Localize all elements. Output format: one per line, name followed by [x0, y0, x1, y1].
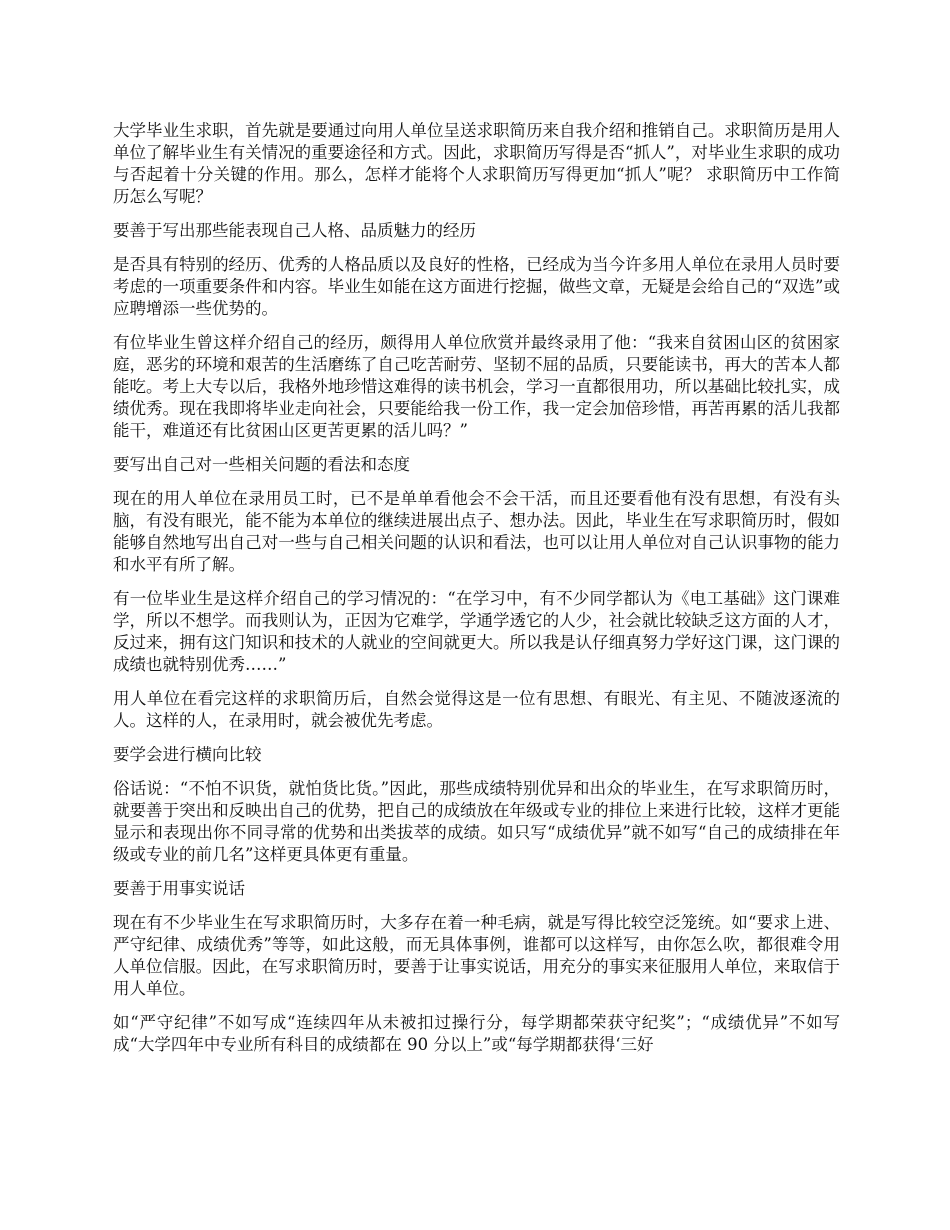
paragraph-character-importance: 是否具有特别的经历、优秀的人格品质以及良好的性格，已经成为当今许多用人单位在录用人员时要考虑的一项重要条件和内容。毕业生如能在这方面进行挖掘，做些文章，无疑是会给自己的“双选”或应聘增添一些优势的。 — [113, 255, 840, 318]
paragraph-experience-example: 有位毕业生曾这样介绍自己的经历，颇得用人单位欣赏并最终录用了他：“我来自贫困山区的贫困家庭，恶劣的环境和艰苦的生活磨练了自己吃苦耐劳、坚韧不屈的品质，只要能读书，再大的苦本人都能吃。考上大专以后，我格外地珍惜这难得的读书机会，学习一直都很用功，所以基础比较扎实，成绩优秀。现在我即将毕业走向社会，只要能给我一份工作，我一定会加倍珍惜，再苦再累的活儿我都能干，难道还有比贫困山区更苦更累的活儿吗？” — [113, 333, 840, 440]
intro-paragraph: 大学毕业生求职，首先就是要通过向用人单位呈送求职简历来自我介绍和推销自己。求职简历是用人单位了解毕业生有关情况的重要途径和方式。因此，求职简历写得是否“抓人”，对毕业生求职的成功与否起着十分关键的作用。那么，怎样才能将个人求职简历写得更加“抓人”呢？ 求职简历中工作简历怎么写呢？ — [113, 121, 840, 206]
paragraph-vague-problem: 现在有不少毕业生在写求职简历时，大多存在着一种毛病，就是写得比较空泛笼统。如“要求上进、严守纪律、成绩优秀”等等，如此这般，而无具体事例，谁都可以这样写，由你怎么吹，都很难令用人单位信服。因此，在写求职简历时，要善于让事实说话，用充分的事实来征服用人单位，来取信于用人单位。 — [113, 913, 840, 998]
section-heading-use-facts: 要善于用事实说话 — [113, 879, 245, 898]
section-heading-horizontal-comparison: 要学会进行横向比较 — [113, 745, 262, 764]
document-body — [113, 120, 840, 1068]
section-heading-character-experience: 要善于写出那些能表现自己人格、品质魅力的经历 — [113, 221, 476, 240]
paragraph-fact-examples: 如“严守纪律”不如写成“连续四年从未被扣过操行分，每学期都荣获守纪奖”；“成绩优异”不如写成“大学四年中专业所有科目的成绩都在 90 分以上”或“每学期都获得‘三好 — [113, 1013, 840, 1054]
paragraph-study-example: 有一位毕业生是这样介绍自己的学习情况的：“在学习中，有不少同学都认为《电工基础》这门课难学，所以不想学。而我则认为，正因为它难学，学通学透它的人少，社会就比较缺乏这方面的人才，反过来，拥有这门知识和技术的人就业的空间就更大。所以我是认仔细真努力学好这门课，这门课的成绩也就特别优秀……” — [113, 589, 840, 674]
section-heading-views-attitudes: 要写出自己对一些相关问题的看法和态度 — [113, 455, 410, 474]
paragraph-employer-impression: 用人单位在看完这样的求职简历后，自然会觉得这是一位有思想、有眼光、有主见、不随波逐流的人。这样的人，在录用时，就会被优先考虑。 — [113, 689, 840, 730]
paragraph-comparison: 俗话说：“不怕不识货，就怕货比货。”因此，那些成绩特别优异和出众的毕业生，在写求职简历时，就要善于突出和反映出自己的优势，把自己的成绩放在年级或专业的排位上来进行比较，这样才更能显示和表现出你不同寻常的优势和出类拔萃的成绩。如只写“成绩优异”就不如写“自己的成绩排在年级或专业的前几名”这样更具体更有重量。 — [113, 779, 840, 864]
paragraph-employer-expectations: 现在的用人单位在录用员工时，已不是单单看他会不会干活，而且还要看他有没有思想，有没有头脑，有没有眼光，能不能为本单位的继续进展出点子、想办法。因此，毕业生在写求职简历时，假如能够自然地写出自己对一些与自己相关问题的认识和看法，也可以让用人单位对自己认识事物的能力和水平有所了解。 — [113, 489, 840, 574]
